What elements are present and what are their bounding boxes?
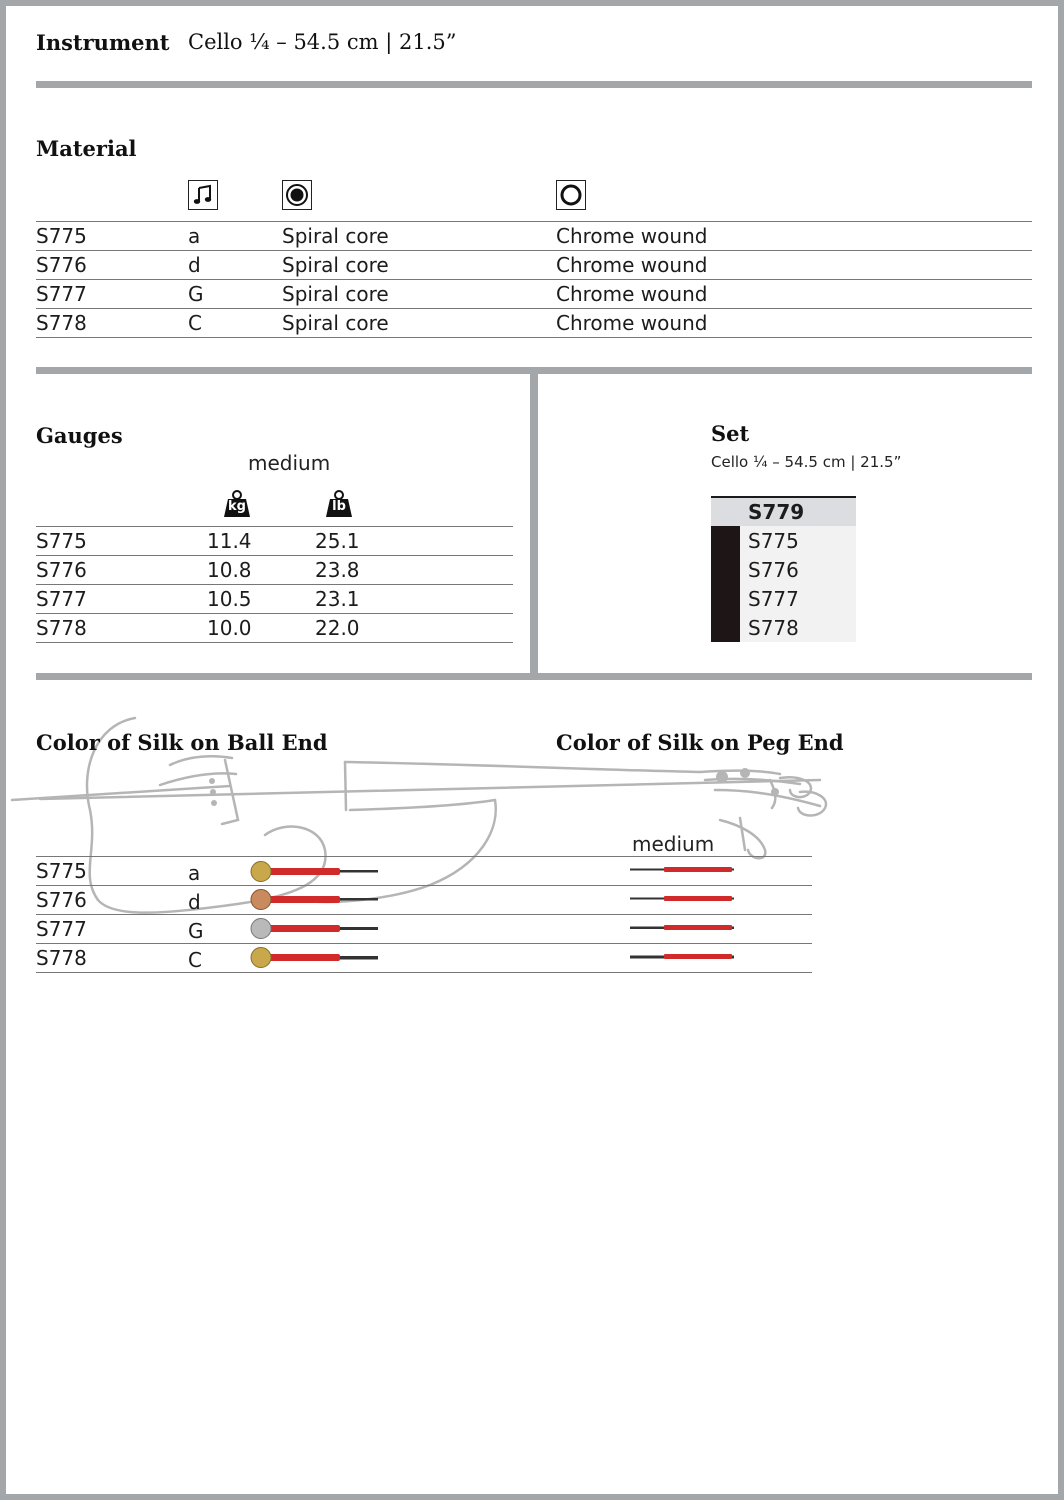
table-rule: [36, 943, 812, 944]
core-type: Spiral core: [282, 282, 389, 306]
kg-weight-icon: [222, 490, 252, 516]
winding-type: Chrome wound: [556, 311, 708, 335]
instrument-value: Cello ¼ – 54.5 cm | 21.5”: [188, 30, 457, 54]
peg-end-string-icon: [630, 951, 734, 963]
table-rule: [36, 856, 812, 857]
table-rule: [36, 642, 513, 643]
ball-end-string-icon: [248, 860, 383, 884]
string-code: S777: [36, 282, 87, 306]
string-note: G: [188, 919, 204, 943]
set-item: S776: [748, 558, 799, 582]
string-code: S775: [36, 859, 87, 883]
lb-unit: lb: [332, 499, 346, 514]
table-rule: [36, 250, 1032, 251]
gauge-lb: 23.8: [315, 558, 360, 582]
gauge-kg: 10.8: [207, 558, 252, 582]
string-note: d: [188, 253, 201, 277]
gauge-kg: 11.4: [207, 529, 252, 553]
table-rule: [36, 526, 513, 527]
ring-icon: [556, 180, 586, 210]
gauge-kg: 10.5: [207, 587, 252, 611]
gauge-lb: 22.0: [315, 616, 360, 640]
lb-weight-icon: [324, 490, 354, 516]
gauge-lb: 25.1: [315, 529, 360, 553]
string-code: S776: [36, 253, 87, 277]
winding-type: Chrome wound: [556, 253, 708, 277]
tension-label: medium: [248, 451, 331, 475]
table-rule: [36, 885, 812, 886]
ball-end-string-icon: [248, 917, 383, 941]
table-rule: [36, 613, 513, 614]
ball-end-title: Color of Silk on Ball End: [36, 730, 328, 755]
filled-circle-icon: [282, 180, 312, 210]
table-rule: [36, 221, 1032, 222]
table-rule: [36, 584, 513, 585]
string-note: C: [188, 311, 202, 335]
peg-tension-label: medium: [632, 832, 715, 856]
table-rule: [36, 279, 1032, 280]
string-code: S776: [36, 888, 87, 912]
string-code: S777: [36, 917, 87, 941]
music-note-icon: [188, 180, 218, 210]
section-divider: [36, 81, 1032, 88]
set-title: Set: [711, 421, 750, 446]
string-note: a: [188, 224, 201, 248]
ball-end-string-icon: [248, 946, 383, 970]
set-item: S775: [748, 529, 799, 553]
gauges-title: Gauges: [36, 423, 123, 448]
table-rule: [36, 914, 812, 915]
string-code: S777: [36, 587, 87, 611]
string-code: S778: [36, 311, 87, 335]
peg-end-string-icon: [630, 922, 734, 934]
winding-type: Chrome wound: [556, 282, 708, 306]
table-rule: [36, 337, 1032, 338]
section-divider: [36, 673, 1032, 680]
material-title: Material: [36, 136, 137, 161]
table-rule: [36, 308, 1032, 309]
peg-end-string-icon: [630, 864, 734, 876]
string-note: G: [188, 282, 204, 306]
string-code: S775: [36, 529, 87, 553]
core-type: Spiral core: [282, 253, 389, 277]
core-type: Spiral core: [282, 224, 389, 248]
set-color-bar: [711, 526, 740, 642]
winding-type: Chrome wound: [556, 224, 708, 248]
string-code: S776: [36, 558, 87, 582]
string-note: a: [188, 861, 201, 885]
string-code: S778: [36, 946, 87, 970]
string-code: S778: [36, 616, 87, 640]
string-code: S775: [36, 224, 87, 248]
string-note: d: [188, 890, 201, 914]
gauge-kg: 10.0: [207, 616, 252, 640]
table-rule: [36, 972, 812, 973]
string-note: C: [188, 948, 202, 972]
gauge-lb: 23.1: [315, 587, 360, 611]
kg-unit: kg: [228, 499, 246, 514]
set-subtitle: Cello ¼ – 54.5 cm | 21.5”: [711, 453, 902, 471]
table-rule: [36, 555, 513, 556]
core-type: Spiral core: [282, 311, 389, 335]
peg-end-title: Color of Silk on Peg End: [556, 730, 844, 755]
set-item: S778: [748, 616, 799, 640]
column-divider: [530, 367, 538, 677]
peg-end-string-icon: [630, 893, 734, 905]
set-code: S779: [748, 500, 805, 524]
instrument-label: Instrument: [36, 30, 170, 55]
set-item: S777: [748, 587, 799, 611]
ball-end-string-icon: [248, 888, 383, 912]
